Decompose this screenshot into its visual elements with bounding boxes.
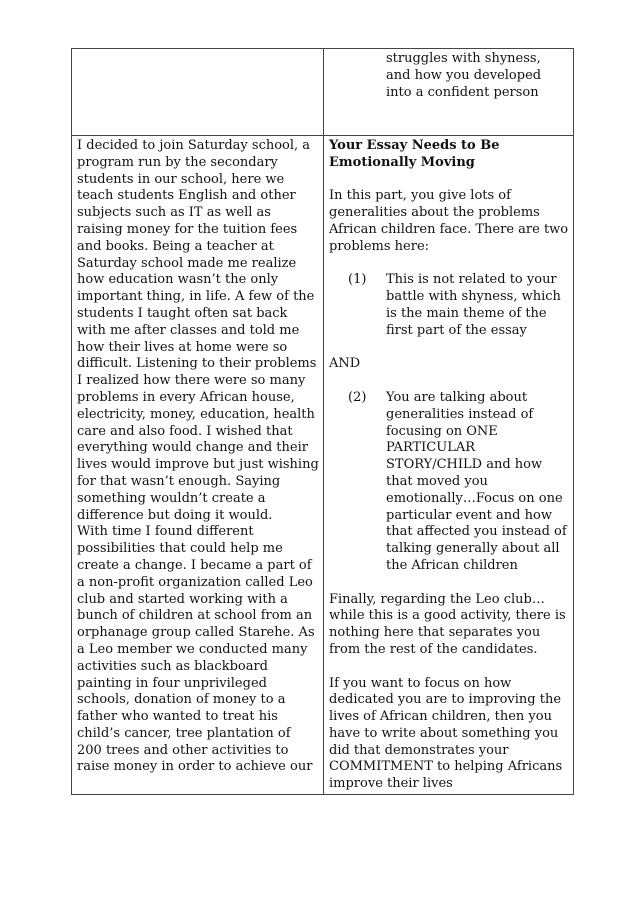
feedback-leo-paragraph: Finally, regarding the Leo club…while this is a good activity, there is nothing here that separates you from the rest of the candidates.	[329, 591, 566, 657]
essay-paragraph: With time I found different possibilities that could help me create a change. I became a part of a non-profit organization called Leo club and started working with a bunch of children at school from an orphanage group called Starehe. As a Leo member we conducted many activities such as blackboard painting in four unprivileged schools, donation of money to a father who wanted to treat his child’s cancer, tree plantation of 200 trees and other activities to raise money in order to achieve our	[77, 524, 315, 775]
essay-cell-empty	[72, 49, 324, 136]
spacer	[329, 340, 569, 357]
essay-paragraph: I decided to join Saturday school, a program run by the secondary students in our school, here we teach students English and other subjects such as IT as well as raising money for the tuition fees and books. Being a teacher at Saturday school made me realize how education wasn’t the only important thing, in life. A few of the students I taught often sat back with me after classes and told me how their lives at home were so difficult. Listening to their problems I realized how there were so many problems in every African house, electricity, money, education, health care and also food. I wished that everything would change and their lives would improve but just wishing for that wasn’t enough. Saying something wouldn’t create a difference but doing it would.	[77, 138, 319, 523]
feedback-heading: Your Essay Needs to Be Emotionally Moving	[329, 138, 500, 170]
list-text: This is not related to your battle with shyness, which is the main theme of the first part of the essay	[386, 272, 561, 338]
feedback-list-item	[348, 390, 569, 575]
list-number: (1)	[348, 272, 367, 288]
essay-feedback-table	[71, 48, 574, 795]
spacer	[329, 256, 569, 273]
spacer	[329, 172, 569, 189]
feedback-and: AND	[329, 356, 361, 372]
table-row	[72, 136, 574, 795]
essay-text-cell	[72, 136, 324, 795]
spacer	[329, 659, 569, 676]
feedback-commitment-paragraph: If you want to focus on how dedicated you are to improving the lives of African children, then you have to write about something you did that demonstrates your COMMITMENT to helping Africans improve their lives	[329, 675, 563, 792]
feedback-intro: In this part, you give lots of generalities about the problems African children face. There are two problems here:	[329, 188, 569, 254]
list-number: (2)	[348, 389, 367, 405]
table-row	[72, 49, 574, 136]
feedback-list-item	[348, 272, 569, 339]
feedback-continuation-text: struggles with shyness, and how you developed into a confident person	[386, 51, 542, 100]
list-text: You are talking about generalities instead of focusing on ONE PARTICULAR STORY/CHILD and how that moved you emotionally…Focus on one particular event and how that affected you instead of talking generally about all the African children	[386, 389, 567, 573]
spacer	[329, 373, 569, 390]
spacer	[329, 575, 569, 592]
feedback-cell	[324, 136, 574, 795]
feedback-cell-continuation	[324, 49, 574, 136]
